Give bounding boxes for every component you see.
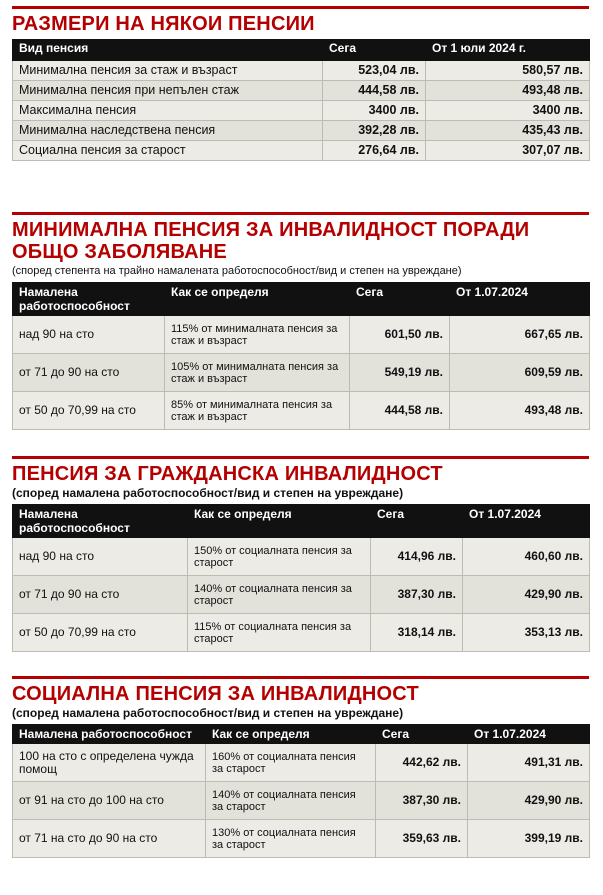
header-now: Сега [371,505,463,538]
cell-new: 667,65 лв. [450,316,590,354]
table-row [13,392,590,430]
table-header-row [13,40,590,61]
section-subtitle: (според намалена работоспособност/вид и степен на увреждане) [12,706,404,720]
cell-capacity: от 91 на сто до 100 на сто [13,782,206,820]
cell-now: 549,19 лв. [350,354,450,392]
disability-general-table [12,282,590,430]
cell-capacity: над 90 на сто [13,316,165,354]
table-row [13,538,590,576]
cell-new: 429,90 лв. [468,782,590,820]
section-title: ПЕНСИЯ ЗА ГРАЖДАНСКА ИНВАЛИДНОСТ [12,463,443,485]
cell-new: 399,19 лв. [468,820,590,858]
cell-now: 387,30 лв. [376,782,468,820]
table-row [13,820,590,858]
cell-now: 276,64 лв. [323,141,426,161]
cell-capacity: от 50 до 70,99 на сто [13,392,165,430]
cell-capacity: от 71 на сто до 90 на сто [13,820,206,858]
cell-method: 115% от социалната пенсия за старост [188,614,371,652]
section-rule [12,456,589,459]
header-reduced-capacity: Намалена работоспособност [13,505,188,538]
header-from-july: От 1.07.2024 [463,505,590,538]
table-row [13,782,590,820]
cell-new: 609,59 лв. [450,354,590,392]
header-from-july: От 1 юли 2024 г. [426,40,590,61]
civil-disability-table [12,504,590,652]
cell-now: 414,96 лв. [371,538,463,576]
cell-new: 307,07 лв. [426,141,590,161]
cell-method: 160% от социалната пенсия за старост [206,744,376,782]
header-how-determined: Как се определя [188,505,371,538]
cell-capacity: от 50 до 70,99 на сто [13,614,188,652]
header-from-july: От 1.07.2024 [450,283,590,316]
cell-method: 85% от минималната пенсия за стаж и възраст [165,392,350,430]
cell-method: 130% от социалната пенсия за старост [206,820,376,858]
table-row [13,81,590,101]
cell-new: 353,13 лв. [463,614,590,652]
cell-new: 3400 лв. [426,101,590,121]
header-from-july: От 1.07.2024 [468,725,590,744]
section-subtitle: (според степента на трайно намалената работоспособност/вид и степен на увреждане) [12,265,462,277]
header-type: Вид пенсия [13,40,323,61]
cell-type: Минимална наследствена пенсия [13,121,323,141]
table-header-row [13,283,590,316]
cell-method: 150% от социалната пенсия за старост [188,538,371,576]
cell-type: Минимална пенсия за стаж и възраст [13,61,323,81]
cell-now: 387,30 лв. [371,576,463,614]
cell-now: 444,58 лв. [323,81,426,101]
table-header-row [13,505,590,538]
section-rule [12,212,589,215]
header-how-determined: Как се определя [206,725,376,744]
cell-new: 435,43 лв. [426,121,590,141]
cell-new: 493,48 лв. [426,81,590,101]
cell-method: 140% от социалната пенсия за старост [206,782,376,820]
cell-new: 429,90 лв. [463,576,590,614]
cell-method: 140% от социалната пенсия за старост [188,576,371,614]
cell-capacity: от 71 до 90 на сто [13,576,188,614]
cell-now: 359,63 лв. [376,820,468,858]
section-title: СОЦИАЛНА ПЕНСИЯ ЗА ИНВАЛИДНОСТ [12,683,419,705]
header-now: Сега [323,40,426,61]
section-pension-amounts [12,6,589,161]
table-row [13,614,590,652]
cell-capacity: от 71 до 90 на сто [13,354,165,392]
header-reduced-capacity: Намалена работоспособност [13,283,165,316]
header-reduced-capacity: Намалена работоспособност [13,725,206,744]
cell-now: 523,04 лв. [323,61,426,81]
table-row [13,576,590,614]
cell-capacity: над 90 на сто [13,538,188,576]
cell-now: 392,28 лв. [323,121,426,141]
cell-type: Социална пенсия за старост [13,141,323,161]
section-title: РАЗМЕРИ НА НЯКОИ ПЕНСИИ [12,13,315,35]
cell-now: 318,14 лв. [371,614,463,652]
cell-capacity: 100 на сто с определена чужда помощ [13,744,206,782]
cell-method: 115% от минималната пенсия за стаж и възраст [165,316,350,354]
cell-now: 444,58 лв. [350,392,450,430]
header-now: Сега [350,283,450,316]
section-disability-general-illness [12,212,589,430]
cell-now: 3400 лв. [323,101,426,121]
section-rule [12,6,589,9]
cell-type: Максимална пенсия [13,101,323,121]
table-row [13,744,590,782]
header-how-determined: Как се определя [165,283,350,316]
cell-new: 580,57 лв. [426,61,590,81]
table-row [13,121,590,141]
table-row [13,354,590,392]
table-row [13,61,590,81]
table-row [13,101,590,121]
cell-new: 491,31 лв. [468,744,590,782]
cell-new: 460,60 лв. [463,538,590,576]
cell-now: 601,50 лв. [350,316,450,354]
cell-type: Минимална пенсия при непълен стаж [13,81,323,101]
table-row [13,141,590,161]
section-civil-disability [12,456,589,652]
section-title: МИНИМАЛНА ПЕНСИЯ ЗА ИНВАЛИДНОСТ ПОРАДИ ОБЩО ЗАБОЛЯВАНЕ [12,219,530,263]
social-disability-table [12,724,590,858]
cell-now: 442,62 лв. [376,744,468,782]
header-now: Сега [376,725,468,744]
section-rule [12,676,589,679]
cell-method: 105% от минималната пенсия за стаж и възраст [165,354,350,392]
table-row [13,316,590,354]
cell-new: 493,48 лв. [450,392,590,430]
section-subtitle: (според намалена работоспособност/вид и степен на увреждане) [12,486,404,500]
section-social-disability [12,676,589,858]
pension-amounts-table [12,39,590,161]
table-header-row [13,725,590,744]
